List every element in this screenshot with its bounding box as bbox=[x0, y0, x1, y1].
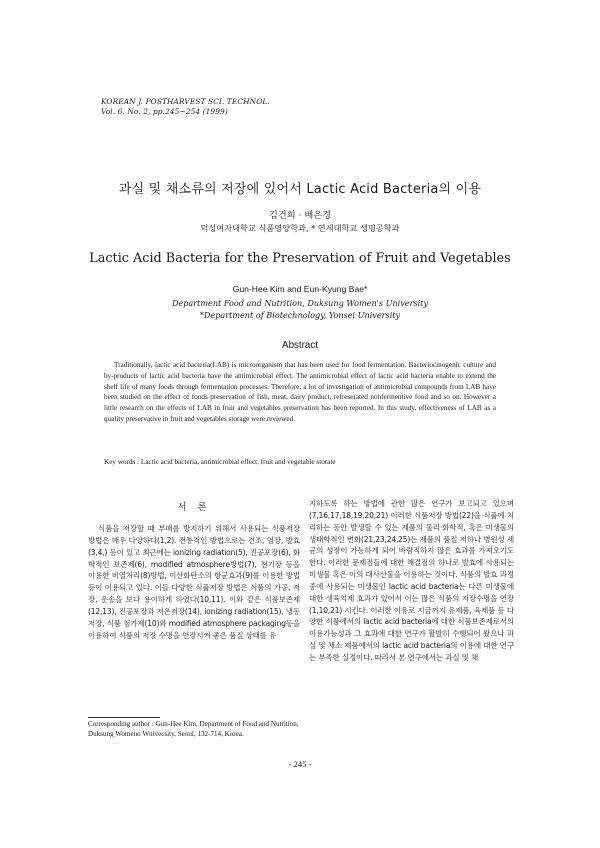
keywords: Key words : Lactic acid bacteria, antimicrobial effect, fruit and vegetable storate bbox=[104, 458, 336, 466]
korean-authors: 김건희 · 배은경 bbox=[268, 210, 331, 221]
journal-volume: Vol. 6. No. 2, pp.245~254 (1999) bbox=[101, 107, 228, 116]
korean-title: 과실 및 채소류의 저장에 있어서 Lactic Acid Bacteria의 이용 bbox=[118, 182, 482, 197]
abstract-heading: Abstract bbox=[282, 340, 318, 351]
journal-citation bbox=[101, 97, 270, 117]
section-heading-introduction: 서 론 bbox=[177, 502, 211, 513]
english-affiliation-2: *Department of Biotechnology, Yonsei University bbox=[199, 310, 401, 320]
abstract-body: Traditionally, lactic acid bacteria(LAB) is microorganism that has been used for food fermentation. Bacteriocinogenic culture and by-products of lactic acid bacteria have the antimicrobial effect. The antimicrobial effect of lactic acid bacteria enable to extend the shelf life of many foods through fermentation processes. Therefore, a lot of investigation of antimicrobial compounds from LAB have been studied on the effect of foods preservation of fish, meat, dairy product, refreserated nonfermentive food and so on. However a little research on the effects of LAB in fruit and vegetables preservation has been reported. In this study, effectiveness of LAB as a quality preservative in fruit and vegetables storage were reviewed. bbox=[104, 361, 496, 423]
corresponding-author-footnote: Corresponding author : Gun-Hee Kim, Department of Food and Nutrition, Duksung Womeno Wnivecsity, Seoul, 132-714, Korea. bbox=[88, 720, 299, 738]
korean-affiliation: 덕성여자대학교 식품영양학과, * 연세대학교 생명공학과 bbox=[200, 223, 400, 233]
english-affiliation-1: Department Food and Nutrition, Duksung Women's University bbox=[171, 298, 429, 308]
page-number: - 245 - bbox=[288, 759, 312, 769]
body-text-left-column: 식품을 저장할 때 부패를 방지하기 위해서 사용되는 식품저장 방법은 매우 다양하다(1,2). 전통적인 방법으로는 건조, 염장, 발효(3,4,) 등이 있고 최근에는 ionizing radiation(5), 진공포장(6), 화학적인 보존제(6), modified atmosphere방법(7), 전기장 등을 이용한 비열처리(8)방법, 이산화탄소의 항균효과(9)를 이용한 방법 등이 이용되고 있다. 이들 다양한 식품저장 방법은 식품의 가공, 저장, 운송을 보다 용이하게 하였다(10,11). 이와 같은 식품보존제(12,13), 진공포장과 저온저장(14), ionizing radiation(15), 냉동저장, 식품 첨가제(10)와 modified atmosphere packaging등을 이용하여 식품의 저장 수명을 연장시켜 좋은 품질 상태를 유 bbox=[88, 524, 300, 640]
english-authors: Gun-Hee Kim and Eun-Kyung Bae* bbox=[232, 284, 368, 294]
footnote-divider bbox=[88, 717, 160, 718]
english-title: Lactic Acid Bacteria for the Preservation of Fruit and Vegetables bbox=[89, 251, 511, 266]
body-text-right-column: 지하도록 하는 방법에 관한 많은 연구가 보고되고 있으며(7,16,17,18,19,20,21) 이러한 식품저장 방법(22)을 식품에 처리하는 동안 발생할 수 있는 제품의 물리·화학적, 혹은 미생물의 생태학적인 변화(21,23,24,25)는 제품의 품질 저하나 병원성 세균의 성장이 가능하게 되어 바람직하지 않은 효과를 가져오기도 한다. 이러한 문제점들에 대한 해결점의 하나로 발효에 사용되는 미생물 혹은 이의 대사산물을 이용하는 것이다. 식품의 발효 과정 중에 사용되는 미생물인 lactic acid bacteria는 다른 미생물에 대한 생육억제 효과가 있어서 이는 많은 식품의 저장수명을 연장(1,10,21) 시킨다. 이러한 이유로 지금까지 유제품, 육제품 등 다양한 식품에서의 lactic acid bacteria에 대한 식품보존제로서의 이용가능성과 그 효과에 대한 연구가 활발히 수행되어 왔으나 과실 및 채소 제품에서의 lactic acid bacteria의 이용에 대한 연구는 부족한 실정이다. 따라서 본 연구에서는 과실 및 채 bbox=[309, 499, 514, 662]
journal-name: KOREAN J. POSTHARVEST SCI. TECHNOL. bbox=[101, 97, 270, 106]
